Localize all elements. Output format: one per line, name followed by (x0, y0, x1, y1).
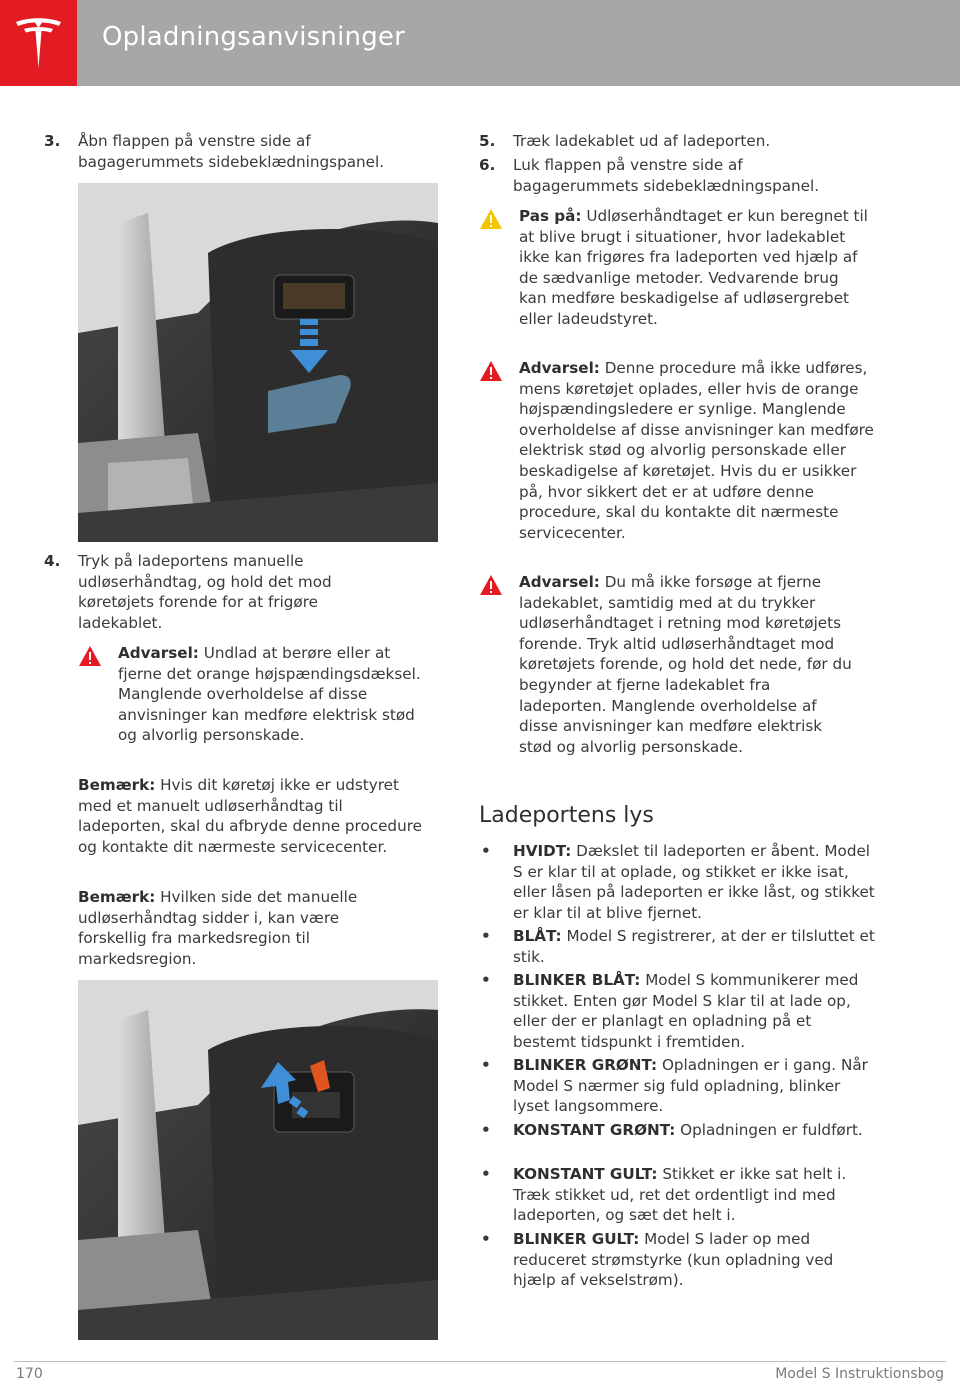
list-item-text: HVIDT: Dækslet til ladeporten er åbent. Model S er klar til at oplade, og stikket er ikke isat, eller låsen på ladeporten er ikke låst, og stikket er klar til at blive fjernet. (513, 842, 875, 922)
tesla-logo-icon (14, 16, 63, 70)
trunk-flap-photo (78, 183, 438, 542)
note-1: Bemærk: Hvis dit køretøj ikke er udstyret med et manuelt udløserhåndtag til ladeporten, skal du afbryde denne procedure og kontakte dit nærmeste servicecenter. (78, 776, 422, 856)
list-item-text: KONSTANT GULT: Stikket er ikke sat helt i. Træk stikket ud, ret det ordentligt ind med ladeporten, og sæt det helt i. (513, 1165, 847, 1225)
bullet-icon: • (481, 1121, 491, 1139)
tesla-logo (0, 0, 77, 86)
list-item-text: BLINKER GULT: Model S lader op med reduceret strømstyrke (kun opladning ved hjælp af vekselstrøm). (513, 1230, 834, 1290)
warning-text: Advarsel: Undlad at berøre eller at fjerne det orange højspændingsdæksel. Manglende overholdelse af disse anvisninger kan medføre elektrisk stød og alvorlig personskade. (118, 644, 421, 745)
step-number: 6. (479, 156, 496, 174)
bullet-icon: • (481, 927, 491, 945)
release-handle-illustration (78, 980, 438, 1340)
trunk-flap-illustration (78, 183, 438, 542)
warning-text: Advarsel: Du må ikke forsøge at fjerne ladekablet, samtidig med at du trykker udløserhåndtaget i retning mod køretøjets forende. Tryk altid udløserhåndtaget mod køretøjets forende, og hold det nede, før du begynder at fjerne ladekablet fra ladeporten. Manglende overholdelse af disse anvisninger kan medføre elektrisk stød og alvorlig personskade. (519, 573, 852, 756)
bullet-icon: • (481, 971, 491, 989)
bullet-icon: • (481, 1230, 491, 1248)
step-number: 3. (44, 132, 61, 150)
section-title: Ladeportens lys (479, 803, 654, 828)
bullet-icon: • (481, 1165, 491, 1183)
step-text: Åbn flappen på venstre side af bagagerummets sidebeklædningspanel. (78, 132, 385, 171)
list-item-text: BLINKER GRØNT: Opladningen er i gang. Når Model S nærmer sig fuld opladning, blinker lyset langsommere. (513, 1056, 868, 1116)
list-item-text: BLÅT: Model S registrerer, at der er tilsluttet et stik. (513, 927, 875, 966)
page-number: 170 (16, 1366, 43, 1382)
release-handle-photo (78, 980, 438, 1340)
list-item-text: BLINKER BLÅT: Model S kommunikerer med stikket. Enten gør Model S klar til at lade op, eller der er planlagt en opladning på et bestemt tidspunkt i fremtiden. (513, 971, 859, 1051)
step-number: 4. (44, 552, 61, 570)
page-title: Opladningsanvisninger (102, 22, 405, 52)
warning-text: Advarsel: Denne procedure må ikke udføres, mens køretøjet oplades, eller hvis de orange højspændingsledere er synlige. Manglende overholdelse af disse anvisninger kan medføre elektrisk stød og alvorlig personskade eller beskadigelse af køretøjet. Hvis du er usikker på, hvor sikkert det er at udføre denne procedure, skal du kontakte dit nærmeste servicecenter. (519, 359, 874, 542)
caution-text: Pas på: Udløserhåndtaget er kun beregnet til at blive brugt i situationer, hvor ladekablet ikke kan frigøres fra ladeporten ved hjælp af de sædvanlige metoder. Vedvarende brug kan medføre beskadigelse af udløsergrebet eller ladeudstyret. (519, 207, 868, 328)
document-title: Model S Instruktionsbog (775, 1366, 944, 1382)
step-text: Træk ladekablet ud af ladeporten. (513, 132, 771, 150)
caution-triangle-icon (479, 208, 503, 230)
warning-triangle-icon (479, 574, 503, 596)
step-text: Luk flappen på venstre side af bagagerummets sidebeklædningspanel. (513, 156, 820, 195)
page-header (0, 0, 960, 86)
bullet-icon: • (481, 1056, 491, 1074)
step-number: 5. (479, 132, 496, 150)
note-2: Bemærk: Hvilken side det manuelle udløserhåndtag sidder i, kan være forskellig fra markedsregion til markedsregion. (78, 888, 358, 968)
warning-triangle-icon (78, 645, 102, 667)
list-item-text: KONSTANT GRØNT: Opladningen er fuldført. (513, 1121, 863, 1139)
bullet-icon: • (481, 842, 491, 860)
footer-divider (14, 1361, 946, 1362)
warning-triangle-icon (479, 360, 503, 382)
step-text: Tryk på ladeportens manuelle udløserhåndtag, og hold det mod køretøjets forende for at frigøre ladekablet. (78, 552, 332, 632)
